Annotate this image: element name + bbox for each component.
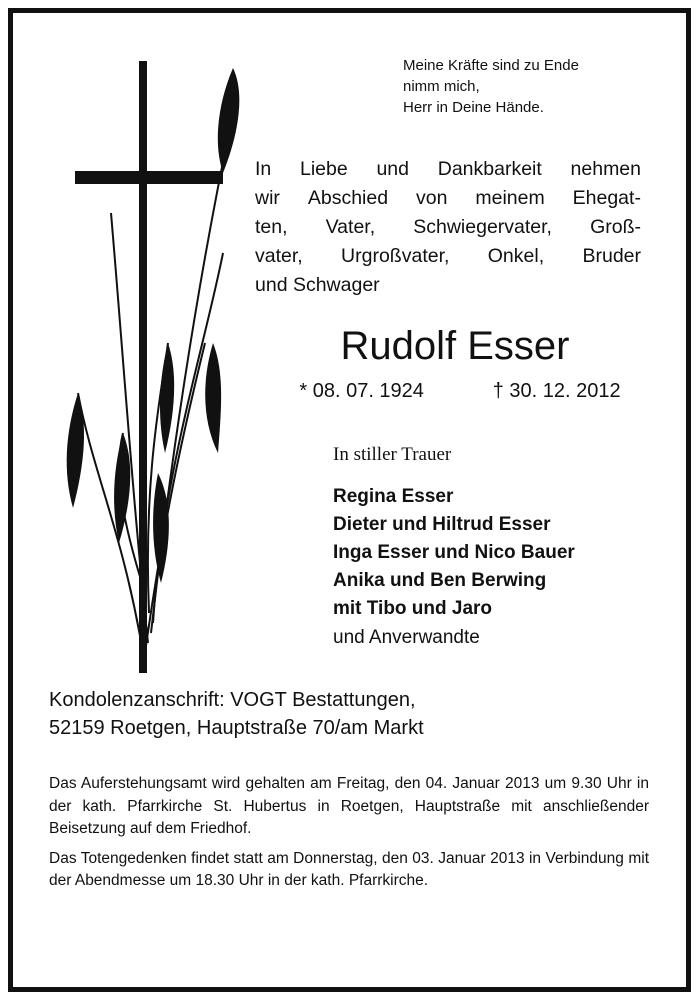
wheat-ears-icon xyxy=(67,68,240,583)
service-paragraph: Das Totengedenken findet statt am Donnerstag, den 03. Januar 2013 in Verbindung mit der Abendmesse um 18.30 Uhr in der kath. Pfarrkirche. xyxy=(49,849,649,889)
intro-line: wir Abschied von meinem Ehegat- xyxy=(255,187,641,209)
obituary-notice xyxy=(8,8,691,992)
intro-line: vater, Urgroßvater, Onkel, Bruder xyxy=(255,245,641,267)
life-dates xyxy=(265,377,655,405)
cross-with-wheat-illustration xyxy=(53,53,263,673)
mourner-name: Inga Esser und Nico Bauer xyxy=(333,542,575,563)
verse xyxy=(403,55,673,118)
service-paragraph: Das Auferstehungsamt wird gehalten am Freitag, den 04. Januar 2013 um 9.30 Uhr in der kath. Pfarrkirche St. Hubertus in Roetgen, Hauptstraße mit anschließender Beisetzung auf dem Friedhof. xyxy=(49,775,649,837)
mourning-label: In stiller Trauer xyxy=(333,444,452,465)
intro-line: In Liebe und Dankbarkeit nehmen xyxy=(255,158,641,180)
intro-line: ten, Vater, Schwiegervater, Groß- xyxy=(255,216,641,238)
deceased-name: Rudolf Esser xyxy=(340,324,570,368)
service-information xyxy=(49,773,649,900)
verse-line: nimm mich, xyxy=(403,78,480,95)
mourner-name: Dieter und Hiltrud Esser xyxy=(333,514,551,535)
verse-line: Herr in Deine Hände. xyxy=(403,99,544,116)
birth-date: * 08. 07. 1924 xyxy=(299,380,424,402)
intro-line: und Schwager xyxy=(255,274,380,296)
mourner-name: Regina Esser xyxy=(333,486,454,507)
condolence-line: 52159 Roetgen, Hauptstraße 70/am Markt xyxy=(49,717,424,739)
condolence-line: Kondolenzanschrift: VOGT Bestattungen, xyxy=(49,689,416,711)
mourners-section xyxy=(333,441,673,653)
condolence-address xyxy=(49,686,669,742)
mourner-name: mit Tibo und Jaro xyxy=(333,598,493,619)
verse-line: Meine Kräfte sind zu Ende xyxy=(403,57,579,74)
intro-text xyxy=(255,155,641,300)
death-date: † 30. 12. 2012 xyxy=(492,380,621,402)
mourning-closing: und Anverwandte xyxy=(333,627,480,648)
mourner-name: Anika und Ben Berwing xyxy=(333,570,547,591)
